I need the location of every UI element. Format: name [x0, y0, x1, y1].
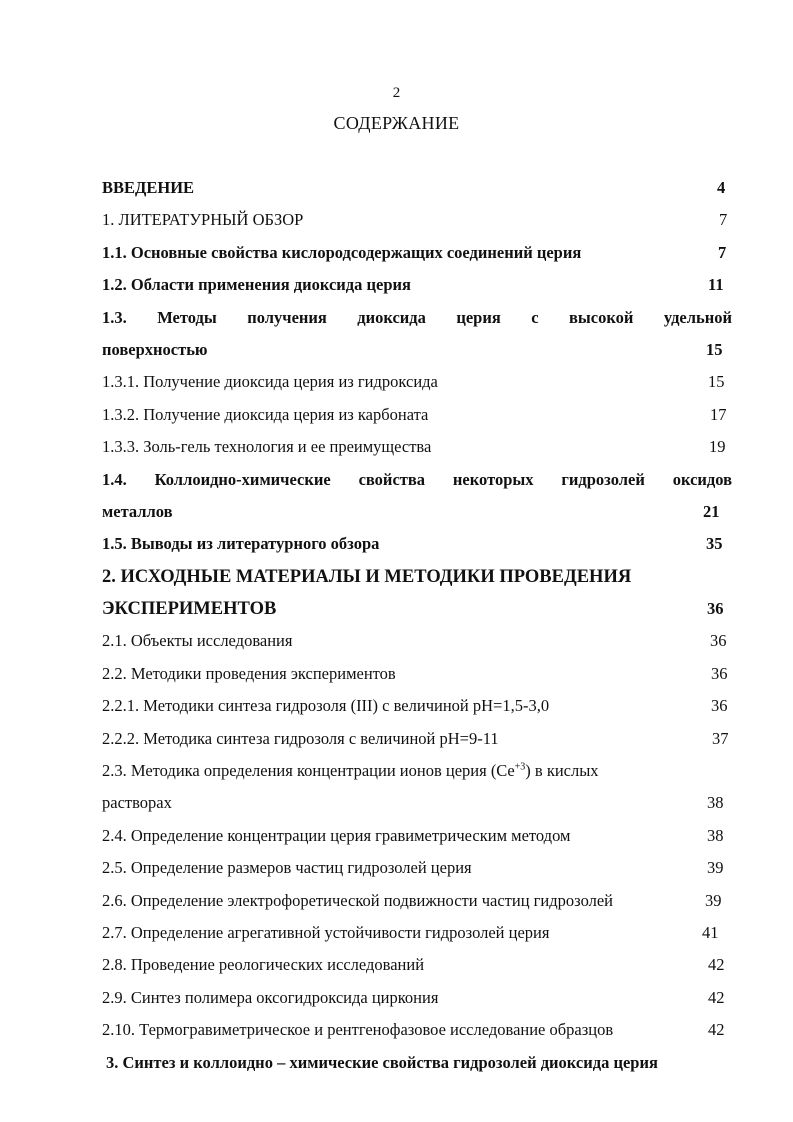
toc-label: 1.2. Области применения диоксида церия — [102, 275, 411, 295]
toc-label: 1.3. Методы получения диоксида церия с высокой удельной — [102, 307, 732, 327]
toc-entry-1-5 — [102, 528, 732, 560]
toc-label: 2.5. Определение размеров частиц гидрозолей церия — [102, 858, 472, 878]
toc-entry-introduction — [102, 172, 732, 204]
toc-label: металлов — [102, 501, 173, 521]
toc-page: 36 — [711, 663, 728, 683]
toc-entry-1-3-1 — [102, 366, 732, 398]
toc-page: 7 — [718, 242, 727, 262]
toc-label: ЭКСПЕРИМЕНТОВ — [102, 599, 277, 620]
toc-entry-1-3-cont — [102, 334, 732, 366]
toc-label: 2.7. Определение агрегативной устойчивости гидрозолей церия — [102, 922, 550, 942]
toc-entry-1-3-2 — [102, 399, 732, 431]
toc-label: 1.3.3. Золь-гель технология и ее преимущества — [102, 437, 432, 457]
toc-label: 1.4. Коллоидно-химические свойства некоторых гидрозолей оксидов — [102, 469, 732, 489]
toc-label: 2.6. Определение электрофоретической подвижности частиц гидрозолей — [102, 890, 613, 910]
toc-page: 36 — [707, 599, 724, 619]
toc-entry-2-7 — [102, 917, 732, 949]
toc-entry-2-3-cont — [102, 787, 732, 819]
toc-page: 7 — [719, 210, 728, 230]
toc-entry-1-3 — [102, 302, 732, 334]
toc-page: 11 — [708, 275, 724, 295]
toc-label: 2.1. Объекты исследования — [102, 631, 293, 651]
toc-entry-2-10 — [102, 1014, 732, 1046]
toc-page: 41 — [702, 922, 719, 942]
toc-page: 39 — [705, 890, 722, 910]
toc-entry-1-4-cont — [102, 496, 732, 528]
toc-entry-2-2-2 — [102, 723, 732, 755]
toc-label: 1.3.2. Получение диоксида церия из карбоната — [102, 404, 429, 424]
toc-page: 36 — [711, 696, 728, 716]
toc-page: 39 — [707, 858, 724, 878]
toc-label: 1.1. Основные свойства кислородсодержащих соединений церия — [102, 242, 582, 262]
toc-label: 2.4. Определение концентрации церия гравиметрическим методом — [102, 825, 571, 845]
toc-entry-1-4 — [102, 464, 732, 496]
toc-page: 21 — [703, 501, 720, 521]
toc-label: 1.3.1. Получение диоксида церия из гидроксида — [102, 372, 438, 392]
toc-label: ВВЕДЕНИЕ — [102, 178, 195, 197]
toc-page: 37 — [712, 728, 729, 748]
toc-entry-2-2-1 — [102, 690, 732, 722]
toc-page: 36 — [710, 631, 727, 651]
ion-charge: +3 — [514, 761, 526, 773]
toc-entry-2-9 — [102, 982, 732, 1014]
toc-page: 15 — [708, 372, 725, 392]
toc-label: 2.2. Методики проведения экспериментов — [102, 663, 396, 683]
toc-page: 42 — [708, 1020, 725, 1040]
toc-entry-1-2 — [102, 269, 732, 301]
toc-entry-2 — [102, 561, 732, 593]
toc-label-part: 2.3. Методика определения концентрации ионов церия (Ce — [102, 761, 515, 781]
toc-label-part: ) в кислых — [525, 761, 599, 781]
toc-label: 1. ЛИТЕРАТУРНЫЙ ОБЗОР — [102, 210, 304, 230]
toc-page: 19 — [709, 437, 726, 457]
toc-label: 2.9. Синтез полимера оксогидроксида циркония — [102, 987, 439, 1007]
toc-label: поверхностью — [102, 339, 208, 359]
toc-page: 42 — [708, 955, 725, 975]
toc-entry-1-3-3 — [102, 431, 732, 463]
toc-page: 35 — [706, 534, 723, 554]
toc-entry-2-4 — [102, 820, 732, 852]
toc-entry-1 — [102, 204, 732, 236]
toc-entry-2-6 — [102, 885, 732, 917]
toc-entry-2-2 — [102, 658, 732, 690]
page-title: СОДЕРЖАНИЕ — [333, 113, 460, 133]
toc-entry-1-1 — [102, 237, 732, 269]
toc-entry-2-cont — [102, 593, 732, 625]
toc-label — [102, 755, 599, 787]
toc-entry-2-8 — [102, 949, 732, 981]
toc-label: 2.2.2. Методика синтеза гидрозоля с величиной pH=9-11 — [102, 728, 499, 748]
toc-entry-2-5 — [102, 852, 732, 884]
toc-label: 2.10. Термогравиметрическое и рентгенофазовое исследование образцов — [102, 1020, 614, 1040]
toc-label: растворах — [102, 793, 172, 813]
toc-page: 42 — [708, 987, 725, 1007]
toc-label: 3. Синтез и коллоидно – химические свойства гидрозолей диоксида церия — [106, 1052, 658, 1072]
toc-label: 2.8. Проведение реологических исследований — [102, 955, 425, 975]
toc-page: 4 — [717, 178, 726, 197]
toc-entry-2-3 — [102, 755, 732, 787]
toc-label: 1.5. Выводы из литературного обзора — [102, 534, 380, 554]
toc-page: 15 — [706, 339, 723, 359]
toc-label: 2.2.1. Методики синтеза гидрозоля (III) с величиной pH=1,5-3,0 — [102, 696, 550, 716]
toc-page: 38 — [707, 825, 724, 845]
toc-page: 17 — [710, 404, 727, 424]
toc-page: 38 — [707, 793, 724, 813]
toc-entry-3 — [102, 1047, 732, 1079]
toc-label: 2. ИСХОДНЫЕ МАТЕРИАЛЫ И МЕТОДИКИ ПРОВЕДЕНИЯ — [102, 566, 632, 587]
table-of-contents — [102, 172, 732, 1079]
toc-entry-2-1 — [102, 625, 732, 657]
page-number: 2 — [392, 85, 401, 101]
